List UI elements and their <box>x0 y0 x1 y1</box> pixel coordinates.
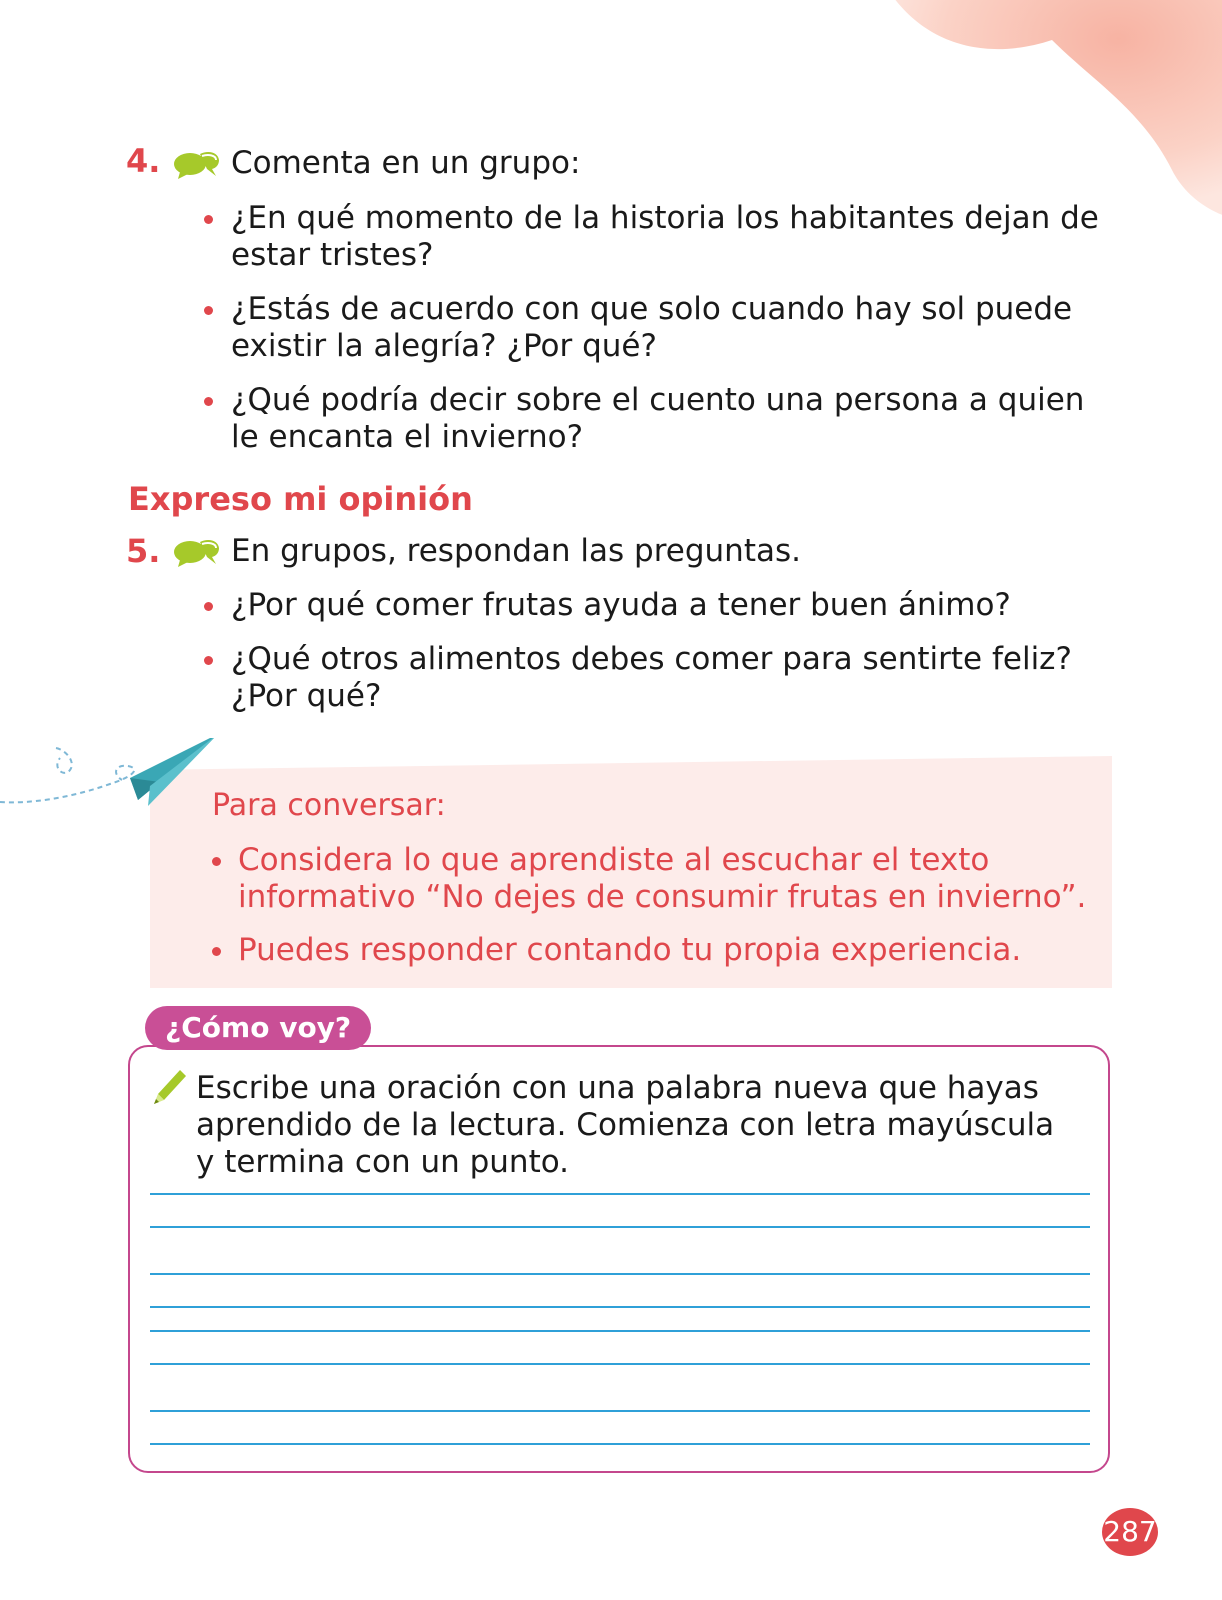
list-item: ¿En qué momento de la historia los habitantes dejan de estar tristes? <box>204 200 1104 274</box>
como-voy-badge: ¿Cómo voy? <box>145 1006 371 1050</box>
chat-bubbles-icon <box>172 148 222 182</box>
writing-line[interactable] <box>150 1306 1090 1308</box>
question-4-prompt: Comenta en un grupo: <box>231 145 581 181</box>
pencil-icon <box>148 1064 190 1106</box>
note-title: Para conversar: <box>212 788 446 823</box>
note-bullet-list <box>212 842 1092 985</box>
writing-line[interactable] <box>150 1410 1090 1412</box>
writing-line[interactable] <box>150 1226 1090 1228</box>
paper-plane-icon <box>0 738 225 828</box>
bullet-dot <box>204 656 213 665</box>
list-item: ¿Qué otros alimentos debes comer para sentirte feliz? ¿Por qué? <box>204 641 1104 715</box>
writing-line[interactable] <box>150 1193 1090 1195</box>
como-voy-instruction: Escribe una oración con una palabra nueva que hayas aprendido de la lectura. Comienza con letra mayúscula y termina con un punto. <box>196 1070 1055 1180</box>
question-5-prompt: En grupos, respondan las preguntas. <box>231 533 801 569</box>
list-item: Puedes responder contando tu propia experiencia. <box>212 932 1092 969</box>
question-5-number: 5. <box>126 532 161 570</box>
writing-line[interactable] <box>150 1443 1090 1445</box>
writing-line[interactable] <box>150 1363 1090 1365</box>
list-item: ¿Por qué comer frutas ayuda a tener buen ánimo? <box>204 587 1104 624</box>
page-number: 287 <box>1102 1508 1158 1556</box>
bullet-dot <box>212 857 221 866</box>
list-item: Considera lo que aprendiste al escuchar el texto informativo “No dejes de consumir frutas en invierno”. <box>212 842 1092 916</box>
bullet-dot <box>204 602 213 611</box>
section-title: Expreso mi opinión <box>128 480 473 518</box>
writing-line[interactable] <box>150 1273 1090 1275</box>
chat-bubbles-icon <box>172 536 222 570</box>
list-item: ¿Qué podría decir sobre el cuento una persona a quien le encanta el invierno? <box>204 382 1104 456</box>
question-4-bullet-list <box>204 200 1104 473</box>
bullet-dot <box>204 397 213 406</box>
bullet-dot <box>212 947 221 956</box>
question-5-bullet-list <box>204 587 1104 732</box>
bullet-dot <box>204 306 213 315</box>
writing-line[interactable] <box>150 1330 1090 1332</box>
bullet-dot <box>204 215 213 224</box>
question-4-number: 4. <box>126 142 161 180</box>
list-item: ¿Estás de acuerdo con que solo cuando hay sol puede existir la alegría? ¿Por qué? <box>204 291 1104 365</box>
